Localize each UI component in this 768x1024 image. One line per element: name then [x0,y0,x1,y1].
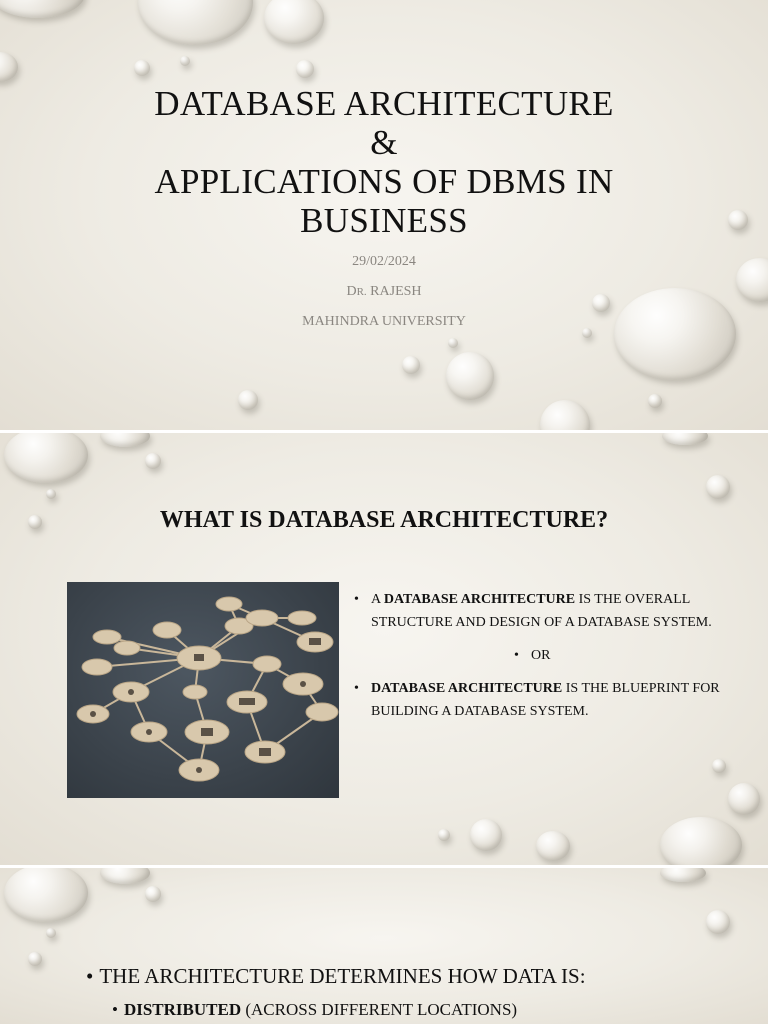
bold-term: DATABASE ARCHITECTURE [383,592,576,607]
title-line-4: BUSINESS [300,201,468,240]
author-prefix-small: R. [356,286,367,298]
slide-title: WHAT IS DATABASE ARCHITECTURE? [159,507,609,533]
water-drop [660,868,706,882]
water-drop [706,910,730,934]
water-drop [4,868,88,922]
network-nodes-illustration [67,582,339,798]
water-drop [100,433,150,447]
author-prefix: D [346,284,357,299]
title-line-3: APPLICATIONS OF DBMS IN [154,162,614,201]
water-drop [4,433,88,483]
water-drop [46,489,56,499]
bold-term: DATABASE ARCHITECTURE [371,681,563,696]
slide-title [0,84,768,240]
water-drop [0,0,85,18]
author-surname: RAJESH [370,284,422,299]
bullet-or: • OR [514,644,734,667]
water-drop [706,475,730,499]
water-drop [145,886,161,902]
water-drop [134,60,150,76]
water-drop [0,52,18,82]
bullet-point: • [354,592,359,607]
water-drop [662,433,708,445]
architecture-slide [0,868,768,1024]
water-drop [238,390,258,410]
presentation-date: 29/02/2024 [352,254,416,269]
institution-name: MAHINDRA UNIVERSITY [302,314,466,329]
water-drop [180,56,190,66]
bullet-point: • [354,681,359,696]
network-diagram-image [67,582,339,798]
bullet-point: • [514,648,519,663]
water-drop [138,0,253,45]
bullet-definition-2: • DATABASE ARCHITECTURE IS THE BLUEPRINT FOR BUILDING A DATABASE SYSTEM. [354,677,734,723]
water-drop [648,394,662,408]
water-drop [614,288,736,380]
water-drop [660,817,742,865]
title-slide [0,0,768,430]
water-drop [446,352,494,400]
water-drop [402,356,420,374]
bullet-architecture: • THE ARCHITECTURE DETERMINES HOW DATA IS: [86,964,586,988]
bullet-distributed: • DISTRIBUTED (ACROSS DIFFERENT LOCATIONS) [112,1000,518,1019]
water-drop [712,759,726,773]
water-drop [100,868,150,884]
water-drop [296,60,314,78]
water-drop [470,819,502,851]
water-drop [264,0,324,44]
water-drop [28,952,42,966]
definition-bullets [354,588,734,733]
water-drop [540,400,590,430]
water-drop [145,453,161,469]
definition-slide [0,433,768,865]
water-drop [46,928,56,938]
bullet-definition-1: • A DATABASE ARCHITECTURE IS THE OVERALL STRUCTURE AND DESIGN OF A DATABASE SYSTEM. [354,588,734,634]
water-drop [536,831,570,861]
water-drop [728,783,760,815]
water-drop [448,338,458,348]
title-line-2: & [370,123,398,162]
bullet-point: • [86,964,94,988]
author-name [0,284,768,300]
bullet-point: • [112,1000,118,1019]
water-drop [438,829,450,841]
title-line-1: DATABASE ARCHITECTURE [154,84,614,123]
